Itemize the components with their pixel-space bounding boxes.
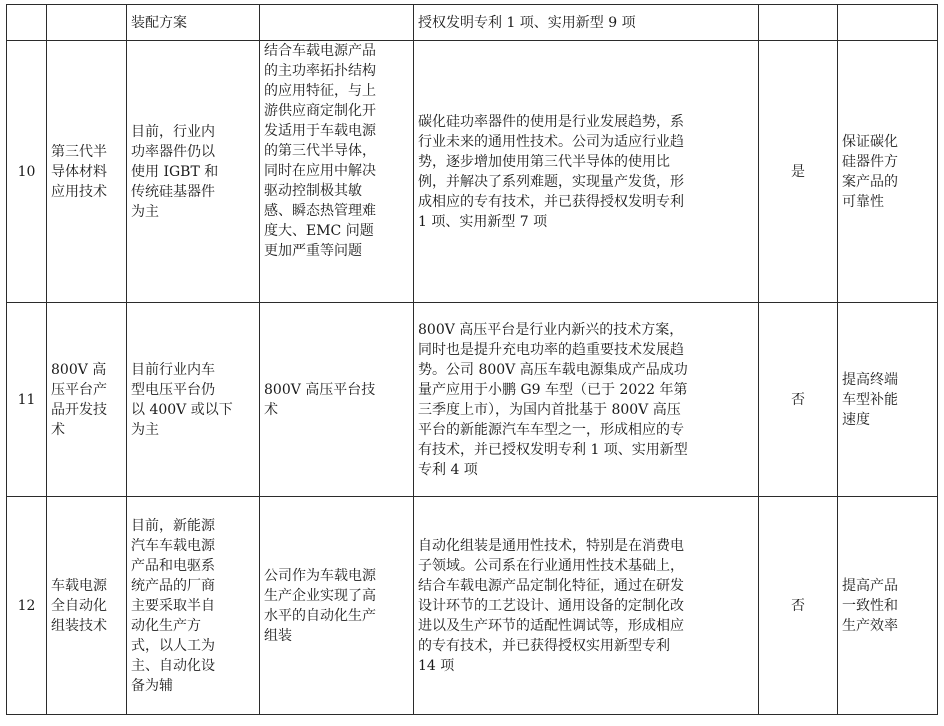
description-cell: 碳化硅功率器件的使用是行业发展趋势，系 行业未来的通用性技术。公司为适应行业趋 势，逐步增加使用第三代半导体的使用比 例，并解决了系列难题，实现量产发货，形 成相应的专有技术，并已获得授权发明专利 1 项、实用新型 7 项 [414, 41, 759, 303]
technical-challenge-cell [260, 5, 414, 41]
description-cell: 授权发明专利 1 项、实用新型 9 项 [414, 5, 759, 41]
technology-table [6, 4, 938, 715]
purpose-cell: 提高产品 一致性和 生产效率 [838, 497, 938, 715]
purpose-cell [838, 5, 938, 41]
table-row [7, 303, 938, 497]
industry-status-cell: 目前行业内车 型电压平台仍 以 400V 或以下 为主 [127, 303, 260, 497]
technology-name-cell [47, 5, 127, 41]
technical-challenge-cell: 公司作为车载电源 生产企业实现了高 水平的自动化生产 组装 [260, 497, 414, 715]
flag-cell: 否 [759, 303, 838, 497]
row-number-cell: 10 [7, 41, 47, 303]
flag-cell: 是 [759, 41, 838, 303]
description-cell: 自动化组装是通用性技术，特别是在消费电 子领域。公司系在行业通用性技术基础上， 结合车载电源产品定制化特征，通过在研发 设计环节的工艺设计、通用设备的定制化改 进以及生产环节的适配性调试等，形成相应 的专有技术，并已获得授权实用新型专利 14 项 [414, 497, 759, 715]
row-number-cell: 12 [7, 497, 47, 715]
technology-name-cell: 800V 高 压平台产 品开发技 术 [47, 303, 127, 497]
flag-cell: 否 [759, 497, 838, 715]
industry-status-cell: 装配方案 [127, 5, 260, 41]
purpose-cell: 提高终端 车型补能 速度 [838, 303, 938, 497]
technical-challenge-cell: 800V 高压平台技 术 [260, 303, 414, 497]
row-number-cell: 11 [7, 303, 47, 497]
purpose-cell: 保证碳化 硅器件方 案产品的 可靠性 [838, 41, 938, 303]
industry-status-cell: 目前，新能源 汽车车载电源 产品和电驱系 统产品的厂商 主要采取半自 动化生产方 式，以人工为 主、自动化设 备为辅 [127, 497, 260, 715]
technology-name-cell: 第三代半 导体材料 应用技术 [47, 41, 127, 303]
table-row [7, 5, 938, 41]
row-number-cell [7, 5, 47, 41]
technology-name-cell: 车载电源 全自动化 组装技术 [47, 497, 127, 715]
technical-challenge-cell: 结合车载电源产品 的主功率拓扑结构 的应用特征，与上 游供应商定制化开 发适用于车载电源 的第三代半导体， 同时在应用中解决 驱动控制极其敏 感、瞬态热管理难 度大、EMC 问题 更加严重等问题 [260, 41, 414, 303]
industry-status-cell: 目前，行业内 功率器件仍以 使用 IGBT 和 传统硅基器件 为主 [127, 41, 260, 303]
table-row [7, 41, 938, 303]
table-row [7, 497, 938, 715]
description-cell: 800V 高压平台是行业内新兴的技术方案， 同时也是提升充电功率的趋重要技术发展趋 势。公司 800V 高压车载电源集成产品成功 量产应用于小鹏 G9 车型（已于 2022 年第 三季度上市），为国内首批基于 800V 高压 平台的新能源汽车车型之一，形成相应的专 有技术，并已授权发明专利 1 项、实用新型 专利 4 项 [414, 303, 759, 497]
flag-cell [759, 5, 838, 41]
